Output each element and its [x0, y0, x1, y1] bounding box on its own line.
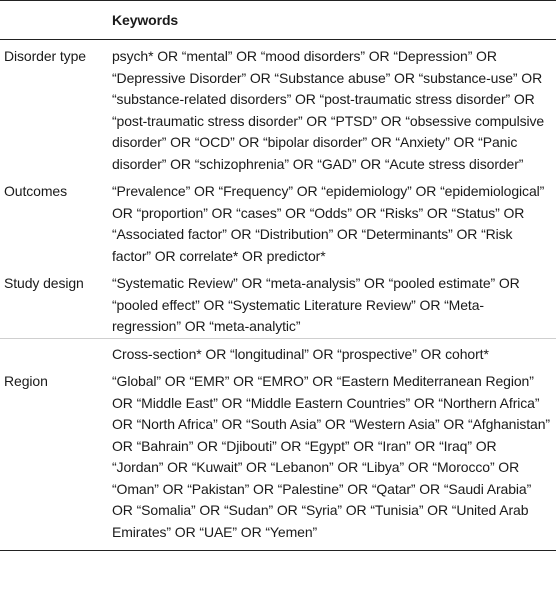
table-row [0, 40, 556, 176]
header-cell-category [0, 1, 110, 40]
row-label-region: Region [0, 365, 110, 551]
table-row [0, 267, 556, 338]
row-keywords-region: “Global” OR “EMR” OR “EMRO” OR “Eastern Mediterranean Region” OR “Middle East” OR “Middle Eastern Countries” OR “Northern Africa” OR “North Africa” OR “South Asia” OR “Western Asia” OR “Afghanistan” OR “Bahrain” OR “Djibouti” OR “Egypt” OR “Iran” OR “Iraq” OR “Jordan” OR “Kuwait” OR “Lebanon” OR “Libya” OR “Morocco” OR “Oman” OR “Pakistan” OR “Palestine” OR “Qatar” OR “Saudi Arabia” OR “Somalia” OR “Sudan” OR “Syria” OR “Tunisia” OR “United Arab Emirates” OR “UAE” OR “Yemen” [110, 365, 556, 551]
table-header-row [0, 1, 556, 40]
row-label-outcomes: Outcomes [4, 183, 67, 199]
row-label-disorder-type: Disorder type [4, 48, 86, 64]
row-label-study-design: Study design [4, 275, 84, 291]
table-row [0, 338, 556, 365]
header-cell-keywords: Keywords [110, 1, 556, 40]
table-row [0, 365, 556, 551]
row-keywords-study-design-continued: Cross-section* OR “longitudinal” OR “prospective” OR cohort* [110, 338, 556, 365]
row-keywords-outcomes: “Prevalence” OR “Frequency” OR “epidemiology” OR “epidemiological” OR “proportion” OR “cases” OR “Odds” OR “Risks” OR “Status” OR “Associated factor” OR “Distribution” OR “Determinants” OR “Risk factor” OR correlate* OR predictor* [112, 183, 545, 264]
row-keywords-study-design: “Systematic Review” OR “meta-analysis” OR “pooled estimate” OR “pooled effect” OR “Systematic Literature Review” OR “Meta-regression” OR “meta-analytic” [112, 275, 520, 334]
row-label-study-design-continued [0, 338, 110, 365]
table-row [0, 175, 556, 267]
row-keywords-disorder-type: psych* OR “mental” OR “mood disorders” OR “Depression” OR “Depressive Disorder” OR “Substance abuse” OR “substance-use” OR “substance-related disorders” OR “post-traumatic stress disorder” OR “post-traumatic stress disorder” OR “PTSD” OR “obsessive compulsive disorder” OR “OCD” OR “bipolar disorder” OR “Anxiety” OR “Panic disorder” OR “schizophrenia” OR “GAD” OR “Acute stress disorder” [112, 48, 545, 172]
